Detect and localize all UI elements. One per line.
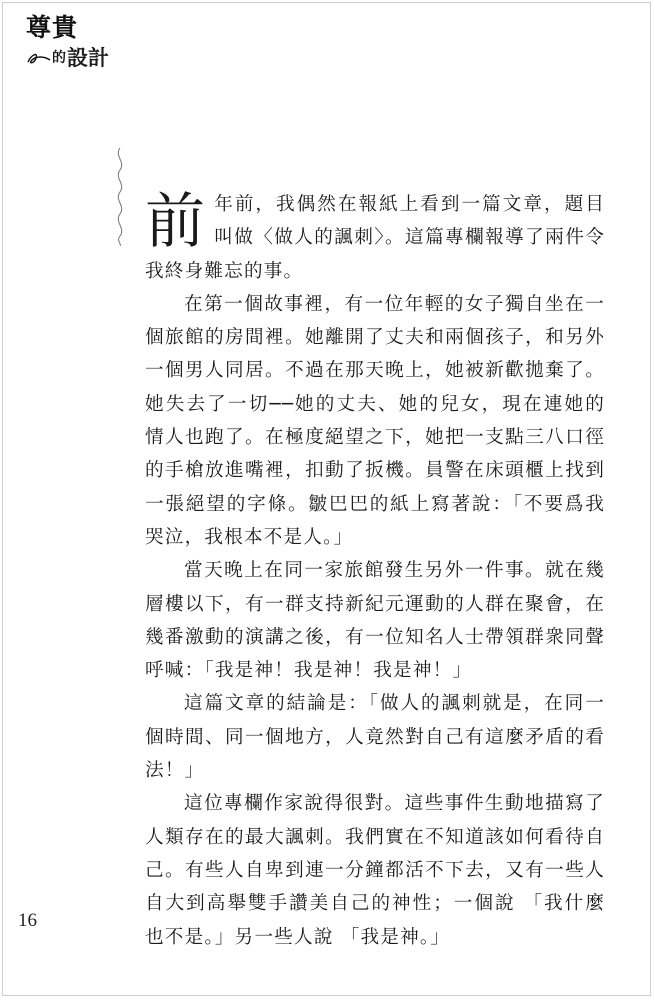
logo-line2-text: 設計 (67, 46, 109, 70)
main-text (145, 188, 605, 954)
drop-cap: 前 (145, 187, 207, 257)
wave-ornament-icon (112, 148, 128, 246)
paragraph-1 (145, 188, 605, 288)
paragraph-3: 當天晚上在同一家旅館發生另外一件事。就在幾層樓以下，有一群支持新紀元運動的人群在聚會，在幾番激動的演講之後，有一位知名人士帶領群衆同聲呼喊：「我是神！我是神！我是神！」 (145, 560, 605, 682)
paragraph-1-text: 年前，我偶然在報紙上看到一篇文章，題目叫做〈做人的諷刺〉。這篇專欄報導了兩件令我終身難忘的事。 (145, 194, 605, 282)
logo-line1: 尊貴 (26, 13, 79, 42)
paragraph-5: 這位專欄作家說得很對。這些事件生動地描寫了人類存在的最大諷刺。我們實在不知道該如何看待自己。有些人自卑到連一分鐘都活不下去，又有一些人自大到高舉雙手讚美自己的神性；一個說 「我什麼也不是。」另一些人說 「我是神。」 (145, 793, 605, 948)
paragraph-2: 在第一個故事裡，有一位年輕的女子獨自坐在一個旅館的房間裡。她離開了丈夫和兩個孩子，和另外一個男人同居。不過在那天晚上，她被新歡拋棄了。她失去了一切──她的丈夫、她的兒女，現在連她的情人也跑了。在極度絕望之下，她把一支點三八口徑的手槍放進嘴裡，扣動了扳機。員警在床頭櫃上找到一張絕望的字條。皺巴巴的紙上寫著說：「不要爲我哭泣，我根本不是人。」 (145, 293, 605, 548)
book-title-logo (26, 14, 109, 70)
paragraph-4: 這篇文章的結論是：「做人的諷刺就是，在同一個時間、同一個地方，人竟然對自己有這麼矛盾的看法！」 (145, 693, 605, 782)
page-number: 16 (18, 910, 37, 931)
logo-line2 (26, 46, 109, 70)
swash-icon (26, 50, 52, 66)
logo-small-char: 的 (52, 50, 66, 66)
